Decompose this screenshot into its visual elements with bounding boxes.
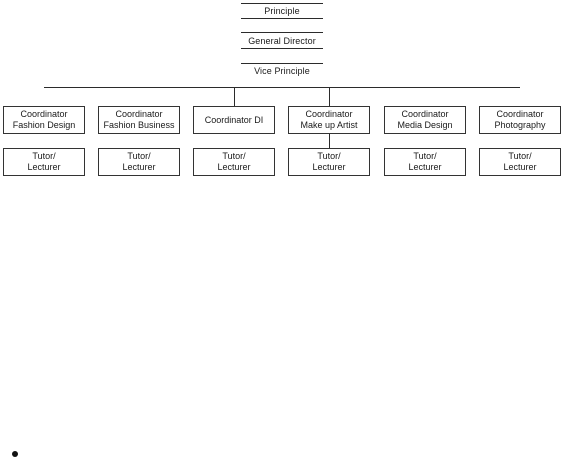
connector-makeup-tutor [329, 134, 330, 148]
tutor-lecturer-makeup: Tutor/ Lecturer [288, 148, 370, 176]
tutor-lecturer-photography: Tutor/ Lecturer [479, 148, 561, 176]
connector-makeup [329, 87, 330, 106]
general-director-bottom-rule [241, 48, 323, 49]
general-director-top-rule [241, 32, 323, 33]
principle-top-rule [241, 3, 323, 4]
vice-principle-label: Vice Principle [254, 66, 310, 76]
coordinator-di: Coordinator DI [193, 106, 275, 134]
tutor-lecturer-media-design: Tutor/ Lecturer [384, 148, 466, 176]
coordinator-fashion-design: Coordinator Fashion Design [3, 106, 85, 134]
coordinator-bus-line [44, 87, 520, 88]
general-director-label: General Director [248, 36, 316, 46]
principle-label: Principle [264, 6, 300, 16]
tutor-lecturer-fashion-design: Tutor/ Lecturer [3, 148, 85, 176]
vice-principle-top-rule [241, 63, 323, 64]
coordinator-makeup-artist: Coordinator Make up Artist [288, 106, 370, 134]
coordinator-fashion-business: Coordinator Fashion Business [98, 106, 180, 134]
tutor-lecturer-di: Tutor/ Lecturer [193, 148, 275, 176]
tutor-lecturer-fashion-business: Tutor/ Lecturer [98, 148, 180, 176]
connector-di [234, 87, 235, 106]
principle-bottom-rule [241, 18, 323, 19]
bullet-icon [12, 451, 18, 457]
coordinator-media-design: Coordinator Media Design [384, 106, 466, 134]
coordinator-photography: Coordinator Photography [479, 106, 561, 134]
